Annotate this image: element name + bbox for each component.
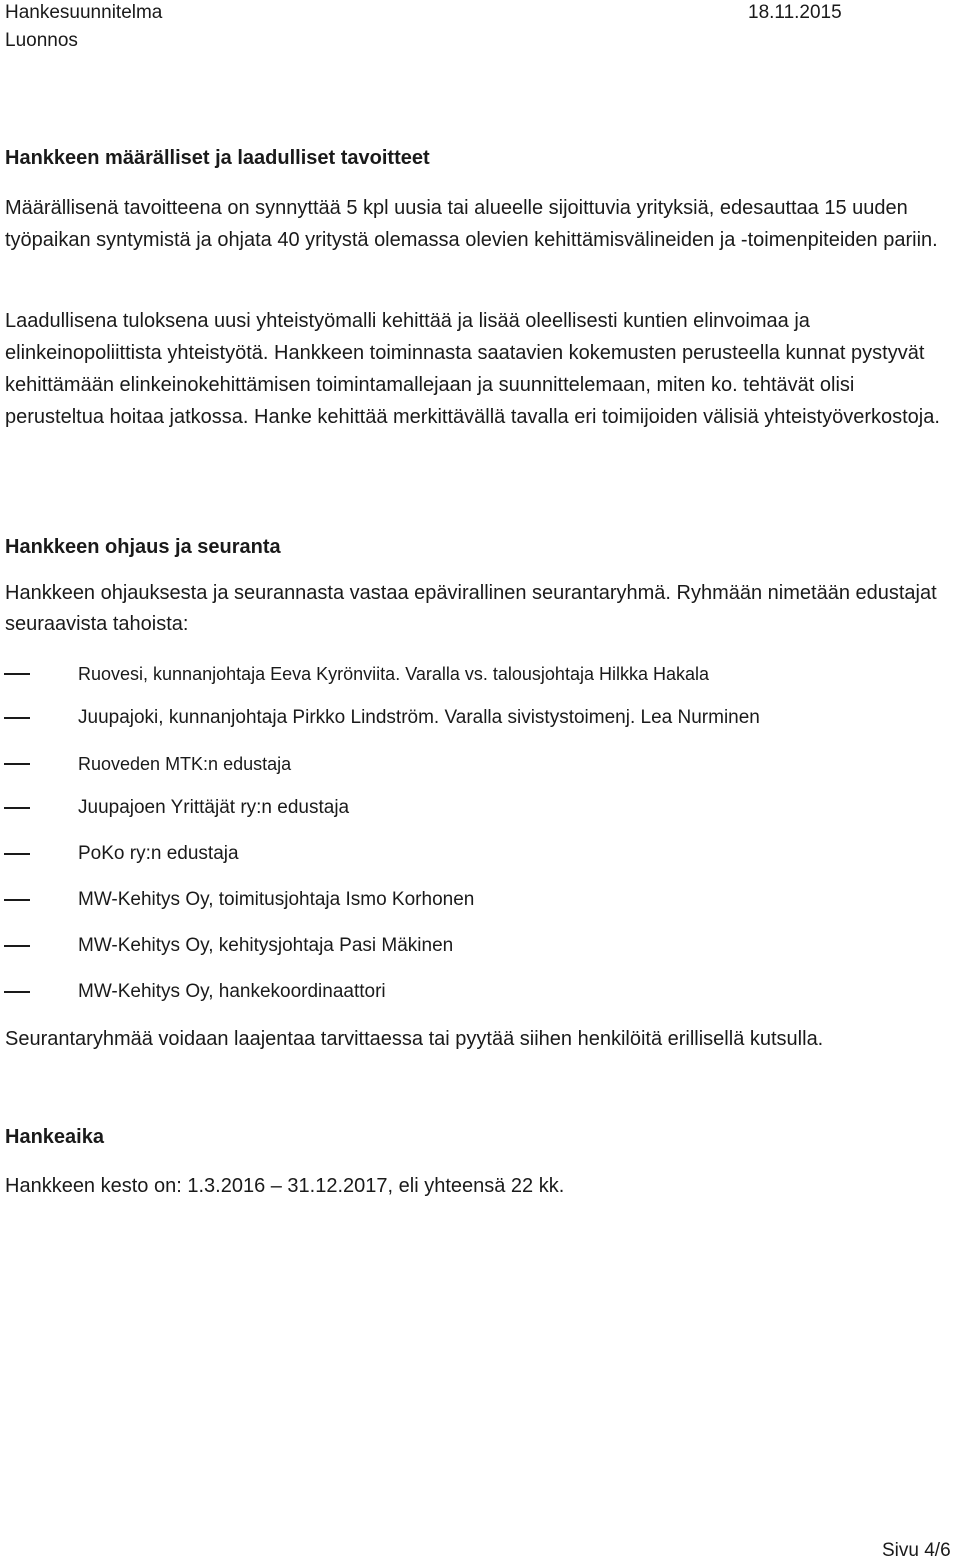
dash-bullet-icon bbox=[4, 899, 30, 901]
list-item-text: MW-Kehitys Oy, kehitysjohtaja Pasi Mäkinen bbox=[78, 935, 454, 956]
list-item-text: Juupajoen Yrittäjät ry:n edustaja bbox=[78, 797, 350, 818]
section-heading-goals: Hankkeen määrälliset ja laadulliset tavoitteet bbox=[5, 147, 430, 169]
steering-closing-paragraph: Seurantaryhmää voidaan laajentaa tarvittaessa tai pyytää siihen henkilöitä erillisellä kutsulla. bbox=[5, 1028, 824, 1050]
list-item-text: MW-Kehitys Oy, hankekoordinaattori bbox=[78, 981, 386, 1002]
list-item-text: Juupajoki, kunnanjohtaja Pirkko Lindström. Varalla sivistystoimenj. Lea Nurminen bbox=[78, 707, 760, 728]
document-date: 18.11.2015 bbox=[748, 2, 842, 23]
steering-intro-paragraph: Hankkeen ohjauksesta ja seurannasta vastaa epävirallinen seurantaryhmä. Ryhmään nimetään edustajat seuraavista tahoista: bbox=[5, 582, 937, 635]
section-heading-duration: Hankeaika bbox=[5, 1126, 104, 1148]
dash-bullet-icon bbox=[4, 991, 30, 993]
dash-bullet-icon bbox=[4, 807, 30, 809]
list-item-text: PoKo ry:n edustaja bbox=[78, 843, 239, 864]
dash-bullet-icon bbox=[4, 945, 30, 947]
goals-quantitative-paragraph: Määrällisenä tavoitteena on synnyttää 5 kpl uusia tai alueelle sijoittuvia yrityksiä, edesauttaa 15 uuden työpaikan syntymistä ja ohjata 40 yritystä olemassa olevien kehittämisvälineiden ja -toimenpiteiden pariin. bbox=[5, 197, 938, 251]
document-status: Luonnos bbox=[5, 30, 78, 51]
dash-bullet-icon bbox=[4, 717, 30, 719]
document-title: Hankesuunnitelma bbox=[5, 2, 163, 23]
section-heading-steering: Hankkeen ohjaus ja seuranta bbox=[5, 536, 281, 558]
dash-bullet-icon bbox=[4, 763, 30, 765]
list-item-text: MW-Kehitys Oy, toimitusjohtaja Ismo Korhonen bbox=[78, 889, 475, 910]
goals-qualitative-paragraph: Laadullisena tuloksena uusi yhteistyömalli kehittää ja lisää oleellisesti kuntien elinvoimaa ja elinkeinopoliittista yhteistyötä. Hankkeen toiminnasta saatavien kokemusten perusteella kunnat pystyvät kehittämään elinkeinokehittämisen toimintamallejaan ja suunnittelemaan, miten ko. tehtävät olisi perusteltua hoitaa jatkossa. Hanke kehittää merkittävällä tavalla eri toimijoiden välisiä yhteistyöverkostoja. bbox=[5, 310, 940, 428]
list-item-text: Ruovesi, kunnanjohtaja Eeva Kyrönviita. Varalla vs. talousjohtaja Hilkka Hakala bbox=[78, 664, 710, 684]
duration-paragraph: Hankkeen kesto on: 1.3.2016 – 31.12.2017, eli yhteensä 22 kk. bbox=[5, 1175, 565, 1197]
dash-bullet-icon bbox=[4, 853, 30, 855]
list-item-text: Ruoveden MTK:n edustaja bbox=[78, 754, 292, 774]
page-number: Sivu 4/6 bbox=[882, 1540, 951, 1561]
dash-bullet-icon bbox=[4, 673, 30, 675]
